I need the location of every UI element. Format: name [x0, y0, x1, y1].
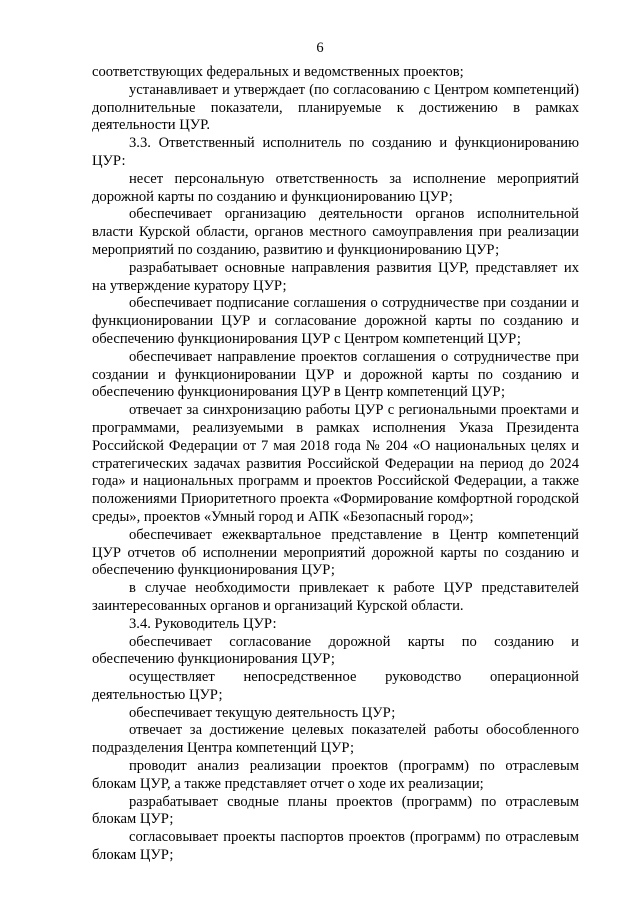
paragraph: обеспечивает организацию деятельности органов исполнительной власти Курской области, органов местного самоуправления при реализации мероприятий по созданию, развитию и функционированию ЦУР; — [92, 206, 579, 258]
page-number: 6 — [316, 40, 324, 56]
paragraph: несет персональную ответственность за исполнение мероприятий дорожной карты по созданию и функционированию ЦУР; — [92, 170, 579, 205]
paragraph: разрабатывает основные направления развития ЦУР, представляет их на утверждение куратору ЦУР; — [92, 259, 579, 294]
paragraph: согласовывает проекты паспортов проектов (программ) по отраслевым блокам ЦУР; — [92, 829, 579, 864]
section-heading: 3.3. Ответственный исполнитель по созданию и функционированию ЦУР: — [92, 135, 579, 169]
document-body — [92, 64, 579, 865]
paragraph: обеспечивает направление проектов соглашения о сотрудничестве при создании и функционировании ЦУР и дорожной карты по созданию и обеспечению функционирования ЦУР в Центр компетенций ЦУР; — [92, 348, 579, 401]
paragraph: обеспечивает ежеквартальное представление в Центр компетенций ЦУР отчетов об исполнении мероприятий дорожной карты по созданию и обеспечению функционирования ЦУР; — [92, 526, 579, 579]
paragraph: в случае необходимости привлекает к работе ЦУР представителей заинтересованных органов и организаций Курской области. — [92, 580, 579, 614]
paragraph: отвечает за синхронизацию работы ЦУР с региональными проектами и программами, реализуемыми в рамках исполнения Указа Президента Российской Федерации от 7 мая 2018 года № 204 «О национальных целях и стратегических задачах развития Российской Федерации на период до 2024 года» и национальных программ и проектов Российской Федерации, а также положениями Приоритетного проекта «Формирование комфортной городской среды», проектов «Умный город и АПК «Безопасный город»; — [92, 402, 579, 525]
paragraph: разрабатывает сводные планы проектов (программ) по отраслевым блокам ЦУР; — [92, 793, 579, 828]
paragraph: отвечает за достижение целевых показателей работы обособленного подразделения Центра компетенций ЦУР; — [92, 722, 579, 757]
paragraph: осуществляет непосредственное руководство операционной деятельностью ЦУР; — [92, 669, 579, 703]
paragraph: обеспечивает подписание соглашения о сотрудничестве при создании и функционировании ЦУР и согласование дорожной карты по созданию и обеспечению функционирования ЦУР с Центром компетенций ЦУР; — [92, 295, 579, 347]
section-heading: 3.4. Руководитель ЦУР: — [129, 615, 277, 632]
paragraph: обеспечивает текущую деятельность ЦУР; — [129, 704, 396, 721]
paragraph: соответствующих федеральных и ведомственных проектов; — [92, 64, 464, 80]
paragraph: устанавливает и утверждает (по согласованию с Центром компетенций) дополнительные показатели, планируемые к достижению в рамках деятельности ЦУР. — [92, 81, 579, 134]
paragraph: обеспечивает согласование дорожной карты по созданию и обеспечению функционирования ЦУР; — [92, 633, 579, 668]
paragraph: проводит анализ реализации проектов (программ) по отраслевым блокам ЦУР, а также представляет отчет о ходе их реализации; — [92, 758, 579, 792]
